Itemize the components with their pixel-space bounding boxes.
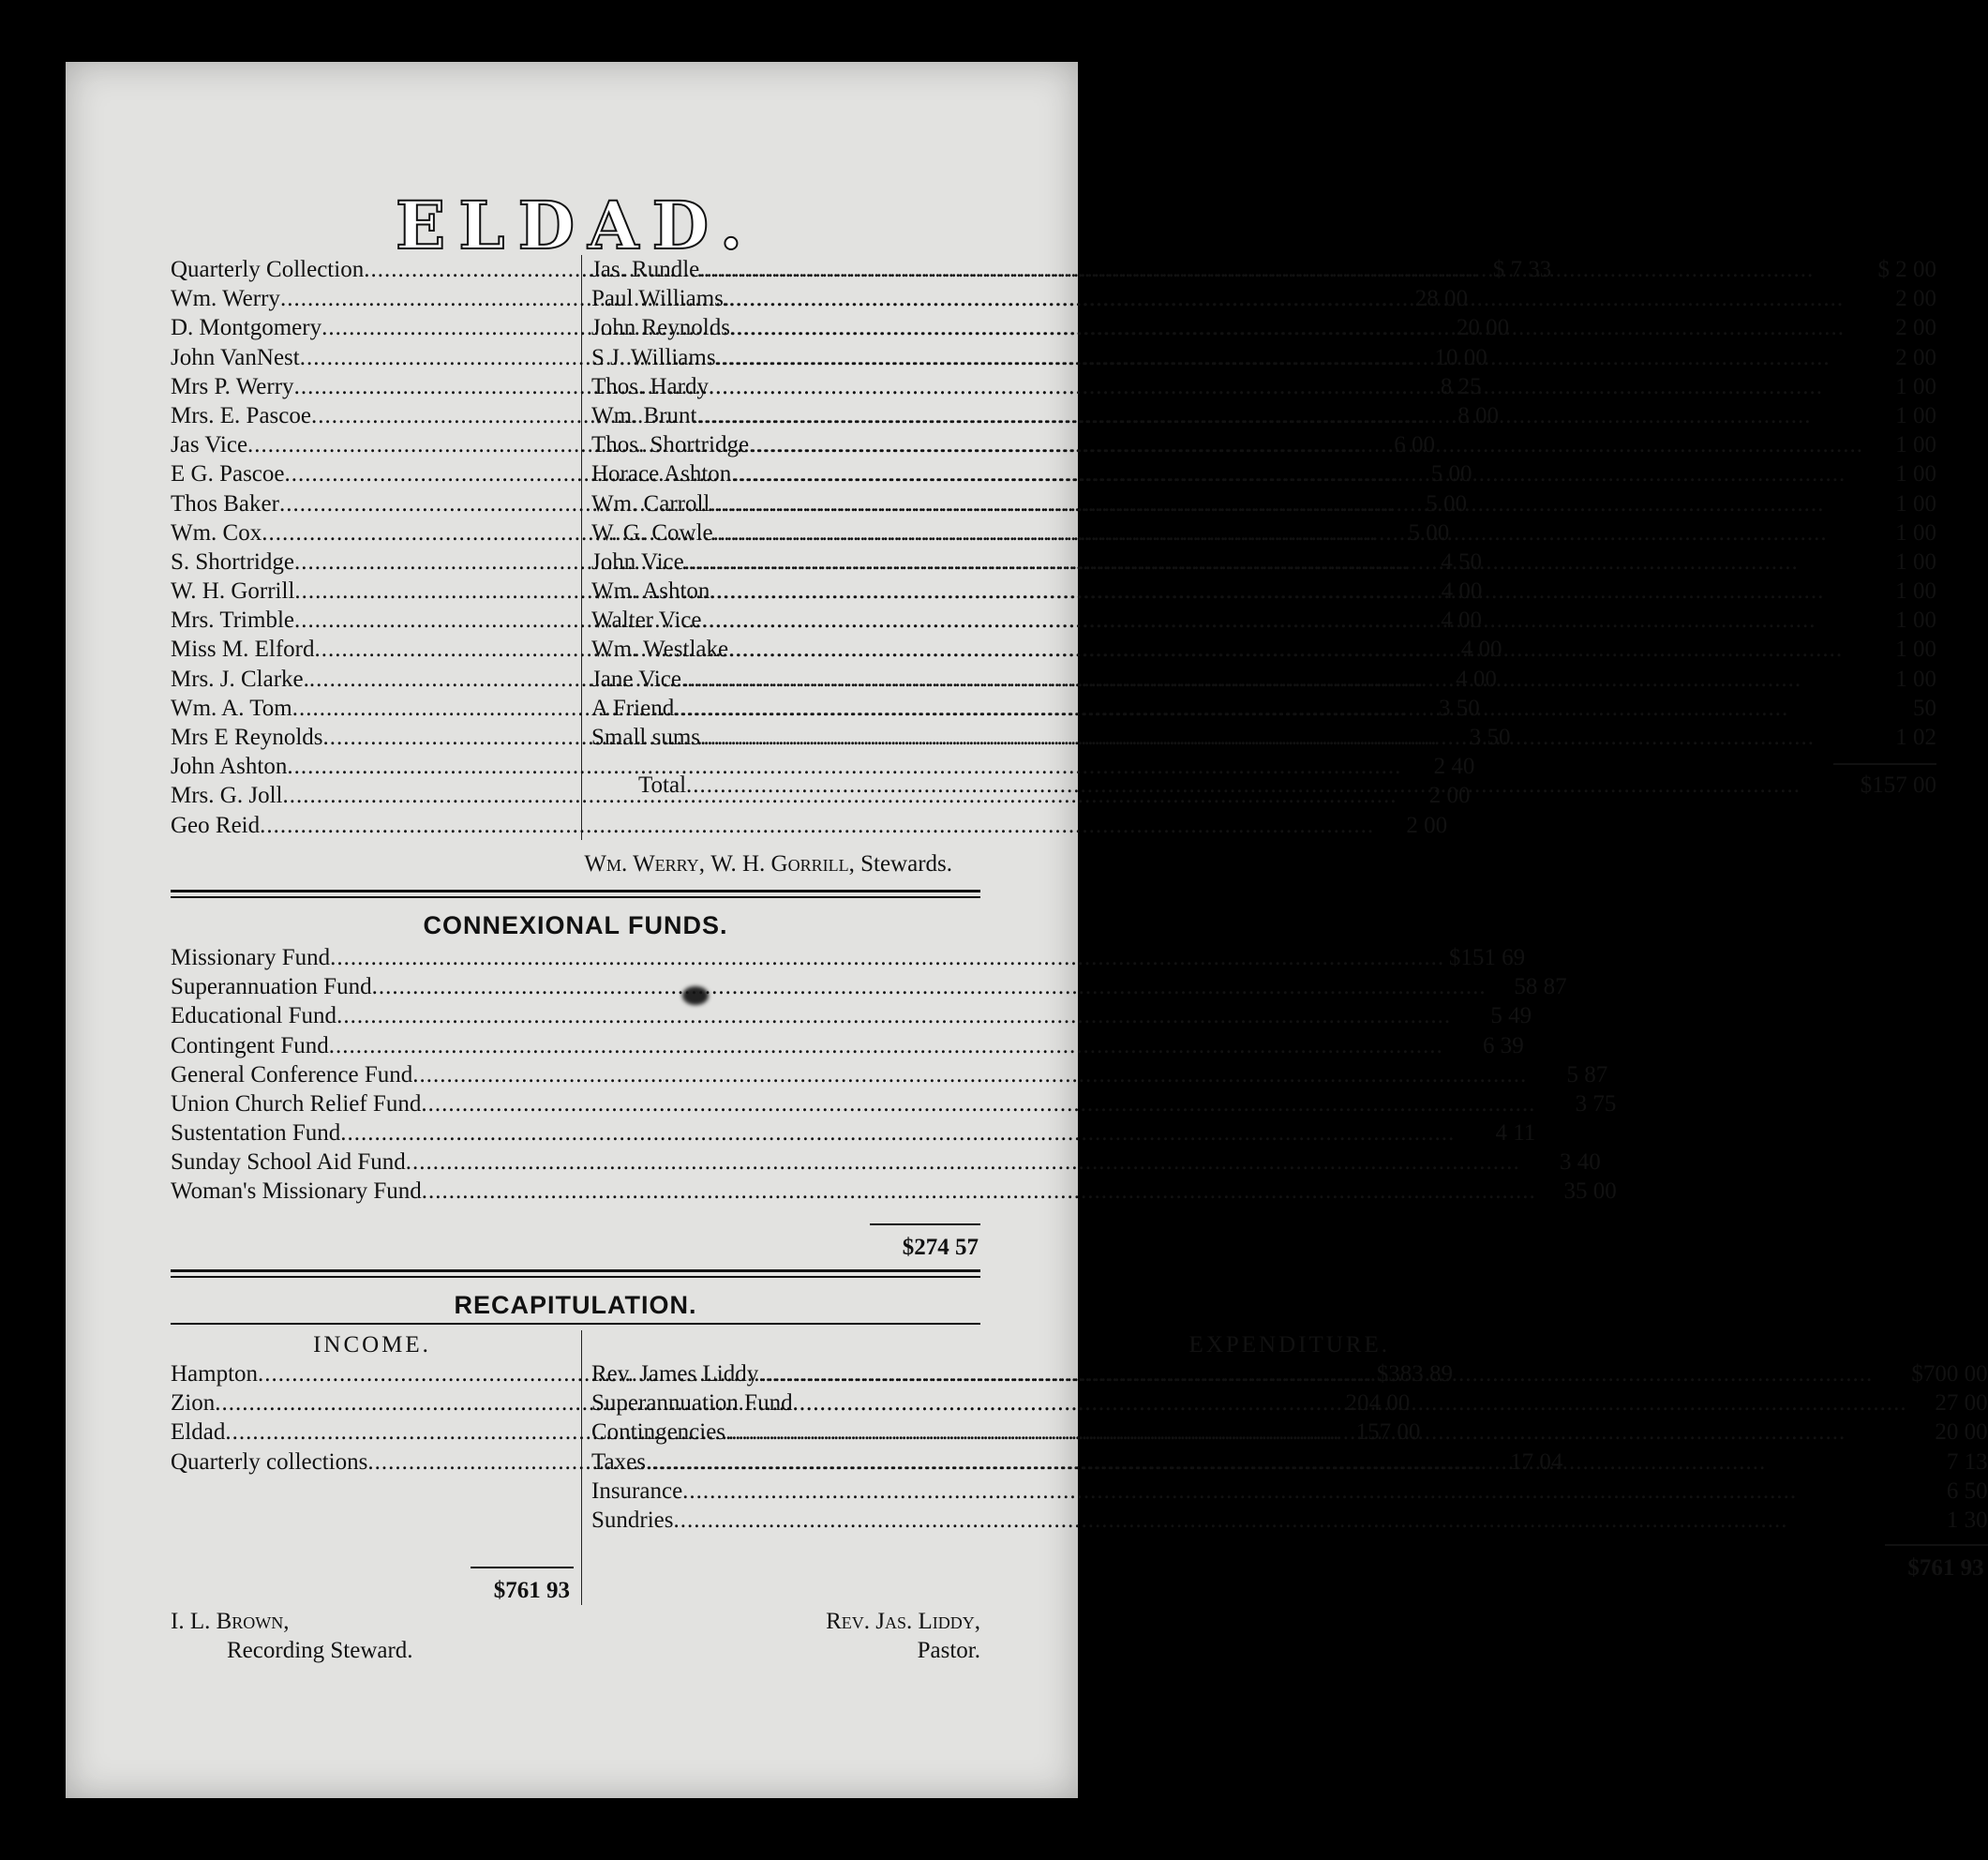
item-amount: 2 00: [1895, 344, 1937, 370]
list-item: [591, 313, 1936, 342]
dot-leader: [710, 577, 1863, 606]
list-item: [171, 972, 1567, 1001]
pastor-name: Rev. Jas. Liddy,: [826, 1609, 980, 1634]
item-amount: $700 00: [1911, 1361, 1988, 1388]
list-item: [591, 665, 1936, 694]
list-item: [591, 372, 1936, 401]
list-item: [171, 1177, 1617, 1206]
item-amount: 1 00: [1895, 432, 1937, 458]
dot-leader: [731, 1418, 1906, 1447]
recording-steward-name: I. L. Brown,: [171, 1609, 290, 1634]
item-amount: $ 2 00: [1877, 257, 1937, 282]
eldad-total-row: [591, 771, 1936, 800]
dot-leader: [728, 635, 1863, 664]
item-name: S J. Williams: [591, 344, 716, 370]
item-amount: 20 00: [1935, 1419, 1988, 1446]
item-amount: 1 00: [1895, 490, 1937, 517]
item-name: John Reynolds: [591, 315, 730, 341]
recording-steward-signature: [171, 1607, 413, 1665]
dot-leader: [651, 1448, 1906, 1477]
list-item: [591, 694, 1936, 723]
item-name: Thos. Hardy: [591, 373, 709, 399]
recap-heading: RECAPITULATION.: [454, 1290, 697, 1319]
income-total-rule: [471, 1567, 574, 1568]
item-name: Mrs E Reynolds: [171, 725, 323, 750]
item-name: Missionary Fund: [171, 944, 331, 970]
item-name: Union Church Relief Fund: [171, 1090, 422, 1117]
item-amount: 6 50: [1946, 1478, 1988, 1504]
income-heading: INCOME.: [313, 1331, 431, 1358]
dot-leader: [709, 372, 1863, 401]
dot-leader: [684, 548, 1863, 577]
item-name: General Conference Fund: [171, 1061, 413, 1088]
item-amount: 28 00: [1414, 286, 1468, 312]
dot-leader: [731, 459, 1863, 488]
item-amount: 1 00: [1895, 402, 1937, 428]
item-name: Walter Vice: [591, 608, 702, 634]
dot-leader: [749, 430, 1863, 459]
dot-leader: [702, 606, 1864, 635]
item-name: John Ashton: [171, 754, 288, 780]
item-name: Educational Fund: [171, 1003, 337, 1029]
item-name: Mrs. E. Pascoe: [171, 402, 311, 428]
list-item: [591, 255, 1936, 284]
item-amount: 4 00: [1441, 578, 1483, 605]
report-content: [171, 187, 1988, 1665]
list-item: [591, 401, 1936, 430]
item-name: Contingencies.: [591, 1419, 732, 1446]
item-amount: 3 40: [1559, 1149, 1601, 1176]
item-name: Superannuation Fund: [171, 974, 372, 1000]
dot-leader: [758, 1359, 1906, 1388]
item-name: Zion: [171, 1390, 216, 1417]
list-item: [591, 430, 1936, 459]
recap-rule: [171, 1323, 980, 1325]
item-name: Small sums: [591, 725, 700, 750]
dot-leader: [793, 1388, 1907, 1418]
list-item: [171, 811, 1448, 840]
dot-leader: [687, 665, 1863, 694]
dot-leader: [716, 343, 1863, 372]
item-name: Quarterly Collection: [171, 257, 365, 282]
expenditure-total-rule: [1885, 1544, 1988, 1546]
item-amount: 17 04: [1510, 1448, 1563, 1475]
item-name: Wm. Ashton: [591, 578, 710, 605]
connexional-funds-list: [171, 943, 1617, 1207]
connexional-total: $274 57: [902, 1234, 979, 1260]
item-name: Wm. Brunt: [591, 402, 697, 428]
item-amount: 7 13: [1946, 1448, 1988, 1475]
list-item: [591, 1418, 1988, 1447]
list-item: [591, 1506, 1988, 1535]
expenditure-total: $761 93: [1907, 1555, 1984, 1582]
item-name: Geo Reid: [171, 812, 261, 838]
steward-2: W. H. Gorrill: [710, 850, 849, 877]
item-amount: 1 00: [1895, 519, 1937, 546]
connexional-heading: CONNEXIONAL FUNDS.: [423, 910, 728, 939]
item-name: E G. Pascoe: [171, 461, 285, 488]
item-amount: 1 00: [1895, 608, 1937, 634]
item-name: Wm. Cox: [171, 519, 262, 546]
item-amount: 8 25: [1440, 373, 1482, 399]
dot-leader: [674, 1506, 1907, 1535]
expenditure-heading: EXPENDITURE.: [1188, 1331, 1391, 1358]
item-amount: 1 02: [1895, 725, 1937, 750]
item-name: D. Montgomery: [171, 315, 322, 341]
dot-leader: [340, 1118, 1455, 1148]
item-amount: 5 49: [1490, 1003, 1532, 1029]
item-amount: 4 00: [1460, 637, 1502, 663]
signatures: [171, 1607, 980, 1665]
item-amount: 50: [1913, 695, 1937, 721]
item-amount: 2 00: [1895, 286, 1937, 312]
item-amount: 1 30: [1946, 1507, 1988, 1533]
double-rule: [171, 1269, 980, 1278]
list-item: [591, 606, 1936, 635]
steward-1: Wm. Werry: [584, 850, 699, 877]
list-item: [171, 1060, 1608, 1089]
item-amount: 20 00: [1456, 315, 1510, 341]
item-name: S. Shortridge: [171, 548, 294, 575]
item-name: Wm. Werry: [171, 286, 280, 312]
list-item: [171, 1001, 1532, 1030]
item-amount: 3 75: [1575, 1090, 1617, 1117]
total-amount: $157 00: [1860, 772, 1937, 799]
item-name: Eldad: [171, 1419, 226, 1446]
list-item: [591, 1388, 1988, 1418]
item-amount: 4 00: [1456, 666, 1497, 692]
item-amount: $ 7 33: [1492, 257, 1552, 282]
income-total: $761 93: [493, 1577, 570, 1603]
item-amount: 10 00: [1434, 344, 1487, 370]
dot-leader: [729, 284, 1863, 313]
item-amount: 8 00: [1457, 402, 1499, 428]
item-amount: $151 69: [1448, 944, 1526, 970]
item-amount: 2 00: [1428, 783, 1471, 809]
item-name: Mrs. J. Clarke.: [171, 666, 309, 692]
item-name: Wm. Carroll: [591, 490, 710, 517]
list-item: [591, 1448, 1988, 1477]
item-name: Sunday School Aid Fund: [171, 1149, 406, 1176]
list-item: [591, 723, 1936, 752]
list-item: [171, 1118, 1536, 1148]
item-amount: 5 00: [1430, 461, 1472, 488]
item-name: Horace Ashton: [591, 461, 732, 488]
recap-columns: [171, 1330, 1988, 1605]
item-amount: 1 00: [1895, 461, 1937, 488]
dot-leader: [710, 489, 1863, 518]
item-name: Sustentation Fund: [171, 1120, 341, 1147]
expenditure-list: [591, 1359, 1988, 1535]
item-amount: 2 40: [1433, 754, 1475, 780]
list-item: [171, 1148, 1601, 1177]
item-name: A Friend: [591, 695, 675, 721]
item-amount: 1 00: [1895, 666, 1937, 692]
stewards-label: Stewards.: [860, 850, 952, 877]
contributions-right-list: [591, 255, 1936, 752]
item-amount: 4 00: [1441, 608, 1482, 634]
item-amount: 4 50: [1441, 548, 1482, 575]
contributions-right-column: [582, 255, 1936, 840]
pastor-title: Pastor.: [917, 1638, 980, 1663]
stewards-line: Wm. Werry, W. H. Gorrill, Stewards.: [584, 850, 952, 877]
dot-leader: [700, 723, 1863, 752]
total-label: Total: [638, 772, 687, 799]
list-item: [591, 1477, 1988, 1506]
item-amount: 1 00: [1895, 548, 1937, 575]
list-item: [591, 284, 1936, 313]
pastor-signature: [826, 1607, 980, 1665]
item-amount: 2 00: [1895, 315, 1937, 341]
item-amount: 1 00: [1895, 578, 1937, 605]
double-rule: [171, 890, 980, 898]
item-amount: 1 00: [1895, 637, 1937, 663]
item-name: Woman's Missionary Fund: [171, 1178, 422, 1205]
item-amount: 6 00: [1394, 432, 1436, 458]
item-amount: 6 39: [1483, 1032, 1524, 1058]
list-item: [591, 459, 1936, 488]
item-name: Mrs. Trimble: [171, 608, 294, 634]
item-name: Hampton: [171, 1361, 259, 1388]
dot-leader: [674, 694, 1863, 723]
item-name: W. H. Gorrill: [171, 578, 295, 605]
item-name: Quarterly collections: [171, 1448, 368, 1475]
item-name: Thos Baker: [171, 490, 279, 517]
item-name: Jas. Rundle: [591, 257, 700, 282]
item-amount: 4 11: [1495, 1120, 1536, 1147]
item-amount: 5 00: [1408, 519, 1450, 546]
list-item: [591, 577, 1936, 606]
dot-leader: [406, 1148, 1520, 1177]
item-name: Thos. Shortridge: [591, 432, 750, 458]
item-name: Jas Vice: [171, 432, 248, 458]
item-name: Superannuation Fund: [591, 1390, 793, 1417]
item-name: W. G. Cowle: [591, 519, 713, 546]
recording-steward-title: Recording Steward.: [227, 1638, 413, 1663]
dot-leader: [329, 1031, 1443, 1060]
item-amount: $383 89: [1376, 1361, 1454, 1388]
item-amount: 3 50: [1469, 725, 1511, 750]
item-name: Jane Vice.: [591, 666, 688, 692]
list-item: [171, 943, 1526, 972]
dot-leader: [713, 518, 1863, 548]
item-name: Miss M. Elford: [171, 637, 315, 663]
total-rule: [1833, 763, 1936, 765]
item-name: Mrs. G. Joll: [171, 783, 283, 809]
list-item: [591, 1359, 1988, 1388]
dot-leader: [421, 1089, 1535, 1118]
item-amount: 5 00: [1426, 490, 1467, 517]
list-item: [171, 1089, 1617, 1118]
item-name: Wm. Westlake: [591, 637, 729, 663]
list-item: [171, 1031, 1524, 1060]
item-name: John Vice: [591, 548, 684, 575]
list-item: [591, 548, 1936, 577]
eldad-contributions: [171, 255, 1937, 840]
list-item: [591, 518, 1936, 548]
item-name: Sundries: [591, 1507, 674, 1533]
dot-leader: [699, 255, 1863, 284]
dot-leader: [412, 1060, 1527, 1089]
item-amount: 35 00: [1563, 1178, 1617, 1205]
expenditure-column: [582, 1330, 1988, 1605]
list-item: [591, 635, 1936, 664]
item-name: Wm. A. Tom: [171, 695, 292, 721]
dot-leader: [730, 313, 1863, 342]
dot-leader: [682, 1477, 1906, 1506]
dot-leader: [422, 1177, 1536, 1206]
item-name: Contingent Fund: [171, 1032, 329, 1058]
item-name: Insurance: [591, 1478, 683, 1504]
dot-leader: [372, 972, 1487, 1001]
item-amount: 3 50: [1439, 695, 1480, 721]
item-amount: 27 00: [1935, 1390, 1988, 1417]
item-name: Rev. James Liddy: [591, 1361, 759, 1388]
list-item: [591, 343, 1936, 372]
item-name: John VanNest: [171, 344, 300, 370]
fund-total-rule: [870, 1223, 980, 1225]
dot-leader: [330, 943, 1444, 972]
item-name: Mrs P. Werry: [171, 373, 294, 399]
list-item: [171, 752, 1475, 781]
dot-leader: [697, 401, 1864, 430]
item-amount: 157 00: [1355, 1419, 1421, 1446]
item-amount: 58 87: [1514, 974, 1567, 1000]
item-amount: 5 87: [1566, 1061, 1608, 1088]
item-name: Taxes.: [591, 1448, 652, 1475]
list-item: [591, 489, 1936, 518]
item-amount: 204 00: [1345, 1390, 1411, 1417]
page-title: ELDAD.: [395, 187, 756, 264]
item-name: Paul Williams.: [591, 286, 730, 312]
item-amount: 1 00: [1895, 373, 1937, 399]
item-amount: 2 00: [1406, 812, 1448, 838]
dot-leader: [336, 1001, 1451, 1030]
